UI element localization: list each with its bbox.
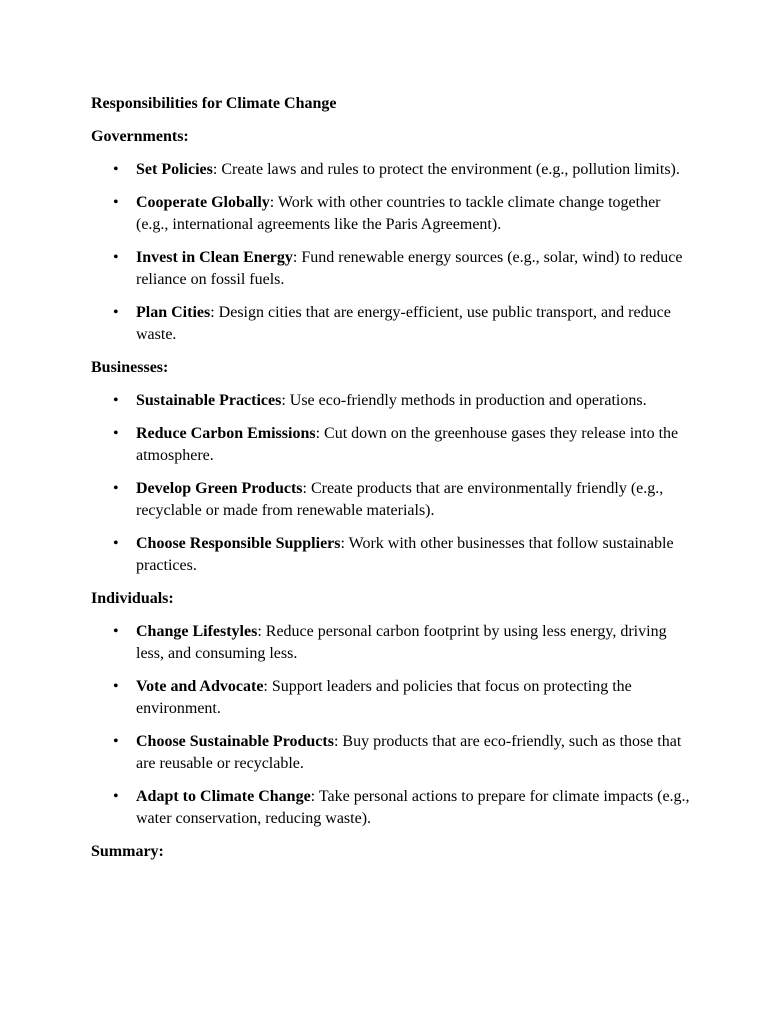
- businesses-list: [91, 390, 691, 577]
- item-description: : Use eco-friendly methods in production and operations.: [281, 392, 647, 409]
- item-term: Set Policies: [136, 161, 213, 178]
- bullet-icon: •: [113, 678, 119, 695]
- bullet-icon: •: [113, 249, 119, 266]
- bullet-icon: •: [113, 788, 119, 805]
- list-item: [91, 676, 691, 720]
- item-description: : Create products that are environmentally friendly (e.g., recyclable or made from renewable materials).: [136, 480, 664, 519]
- list-item: [91, 159, 691, 181]
- item-term: Adapt to Climate Change: [136, 788, 311, 805]
- individuals-list: [91, 621, 691, 830]
- list-item: [91, 478, 691, 522]
- section-heading-businesses: Businesses:: [91, 359, 169, 376]
- item-description: : Support leaders and policies that focus on protecting the environment.: [136, 678, 632, 717]
- item-description: : Reduce personal carbon footprint by using less energy, driving less, and consuming less.: [136, 623, 667, 662]
- item-description: : Design cities that are energy-efficient, use public transport, and reduce waste.: [136, 304, 671, 343]
- item-description: : Cut down on the greenhouse gases they release into the atmosphere.: [136, 425, 679, 464]
- bullet-icon: •: [113, 535, 119, 552]
- item-description: : Take personal actions to prepare for climate impacts (e.g., water conservation, reducing waste).: [136, 788, 690, 827]
- bullet-icon: •: [113, 304, 119, 321]
- item-term: Vote and Advocate: [136, 678, 264, 695]
- section-heading-individuals: Individuals:: [91, 590, 174, 607]
- item-term: Cooperate Globally: [136, 194, 270, 211]
- governments-list: [91, 159, 691, 346]
- bullet-icon: •: [113, 425, 119, 442]
- bullet-icon: •: [113, 733, 119, 750]
- item-term: Reduce Carbon Emissions: [136, 425, 316, 442]
- item-description: : Work with other countries to tackle climate change together (e.g., international agreements like the Paris Agreement).: [136, 194, 661, 233]
- bullet-icon: •: [113, 194, 119, 211]
- bullet-icon: •: [113, 392, 119, 409]
- document-title: Responsibilities for Climate Change: [91, 95, 337, 112]
- list-item: [91, 533, 691, 577]
- section-heading-governments: Governments:: [91, 128, 189, 145]
- item-term: Choose Sustainable Products: [136, 733, 334, 750]
- bullet-icon: •: [113, 161, 119, 178]
- list-item: [91, 302, 691, 346]
- bullet-icon: •: [113, 480, 119, 497]
- item-term: Sustainable Practices: [136, 392, 282, 409]
- list-item: [91, 786, 691, 830]
- item-description: : Work with other businesses that follow sustainable practices.: [136, 535, 674, 574]
- list-item: [91, 390, 691, 412]
- item-description: : Fund renewable energy sources (e.g., solar, wind) to reduce reliance on fossil fuels.: [136, 249, 683, 288]
- item-term: Plan Cities: [136, 304, 211, 321]
- bullet-icon: •: [113, 623, 119, 640]
- list-item: [91, 621, 691, 665]
- item-term: Choose Responsible Suppliers: [136, 535, 341, 552]
- document-page: [91, 93, 691, 874]
- item-description: : Create laws and rules to protect the environment (e.g., pollution limits).: [212, 161, 680, 178]
- item-term: Invest in Clean Energy: [136, 249, 293, 266]
- list-item: [91, 247, 691, 291]
- list-item: [91, 731, 691, 775]
- list-item: [91, 192, 691, 236]
- section-heading-summary: Summary:: [91, 843, 164, 860]
- item-description: : Buy products that are eco-friendly, such as those that are reusable or recyclable.: [136, 733, 682, 772]
- list-item: [91, 423, 691, 467]
- item-term: Develop Green Products: [136, 480, 303, 497]
- item-term: Change Lifestyles: [136, 623, 258, 640]
